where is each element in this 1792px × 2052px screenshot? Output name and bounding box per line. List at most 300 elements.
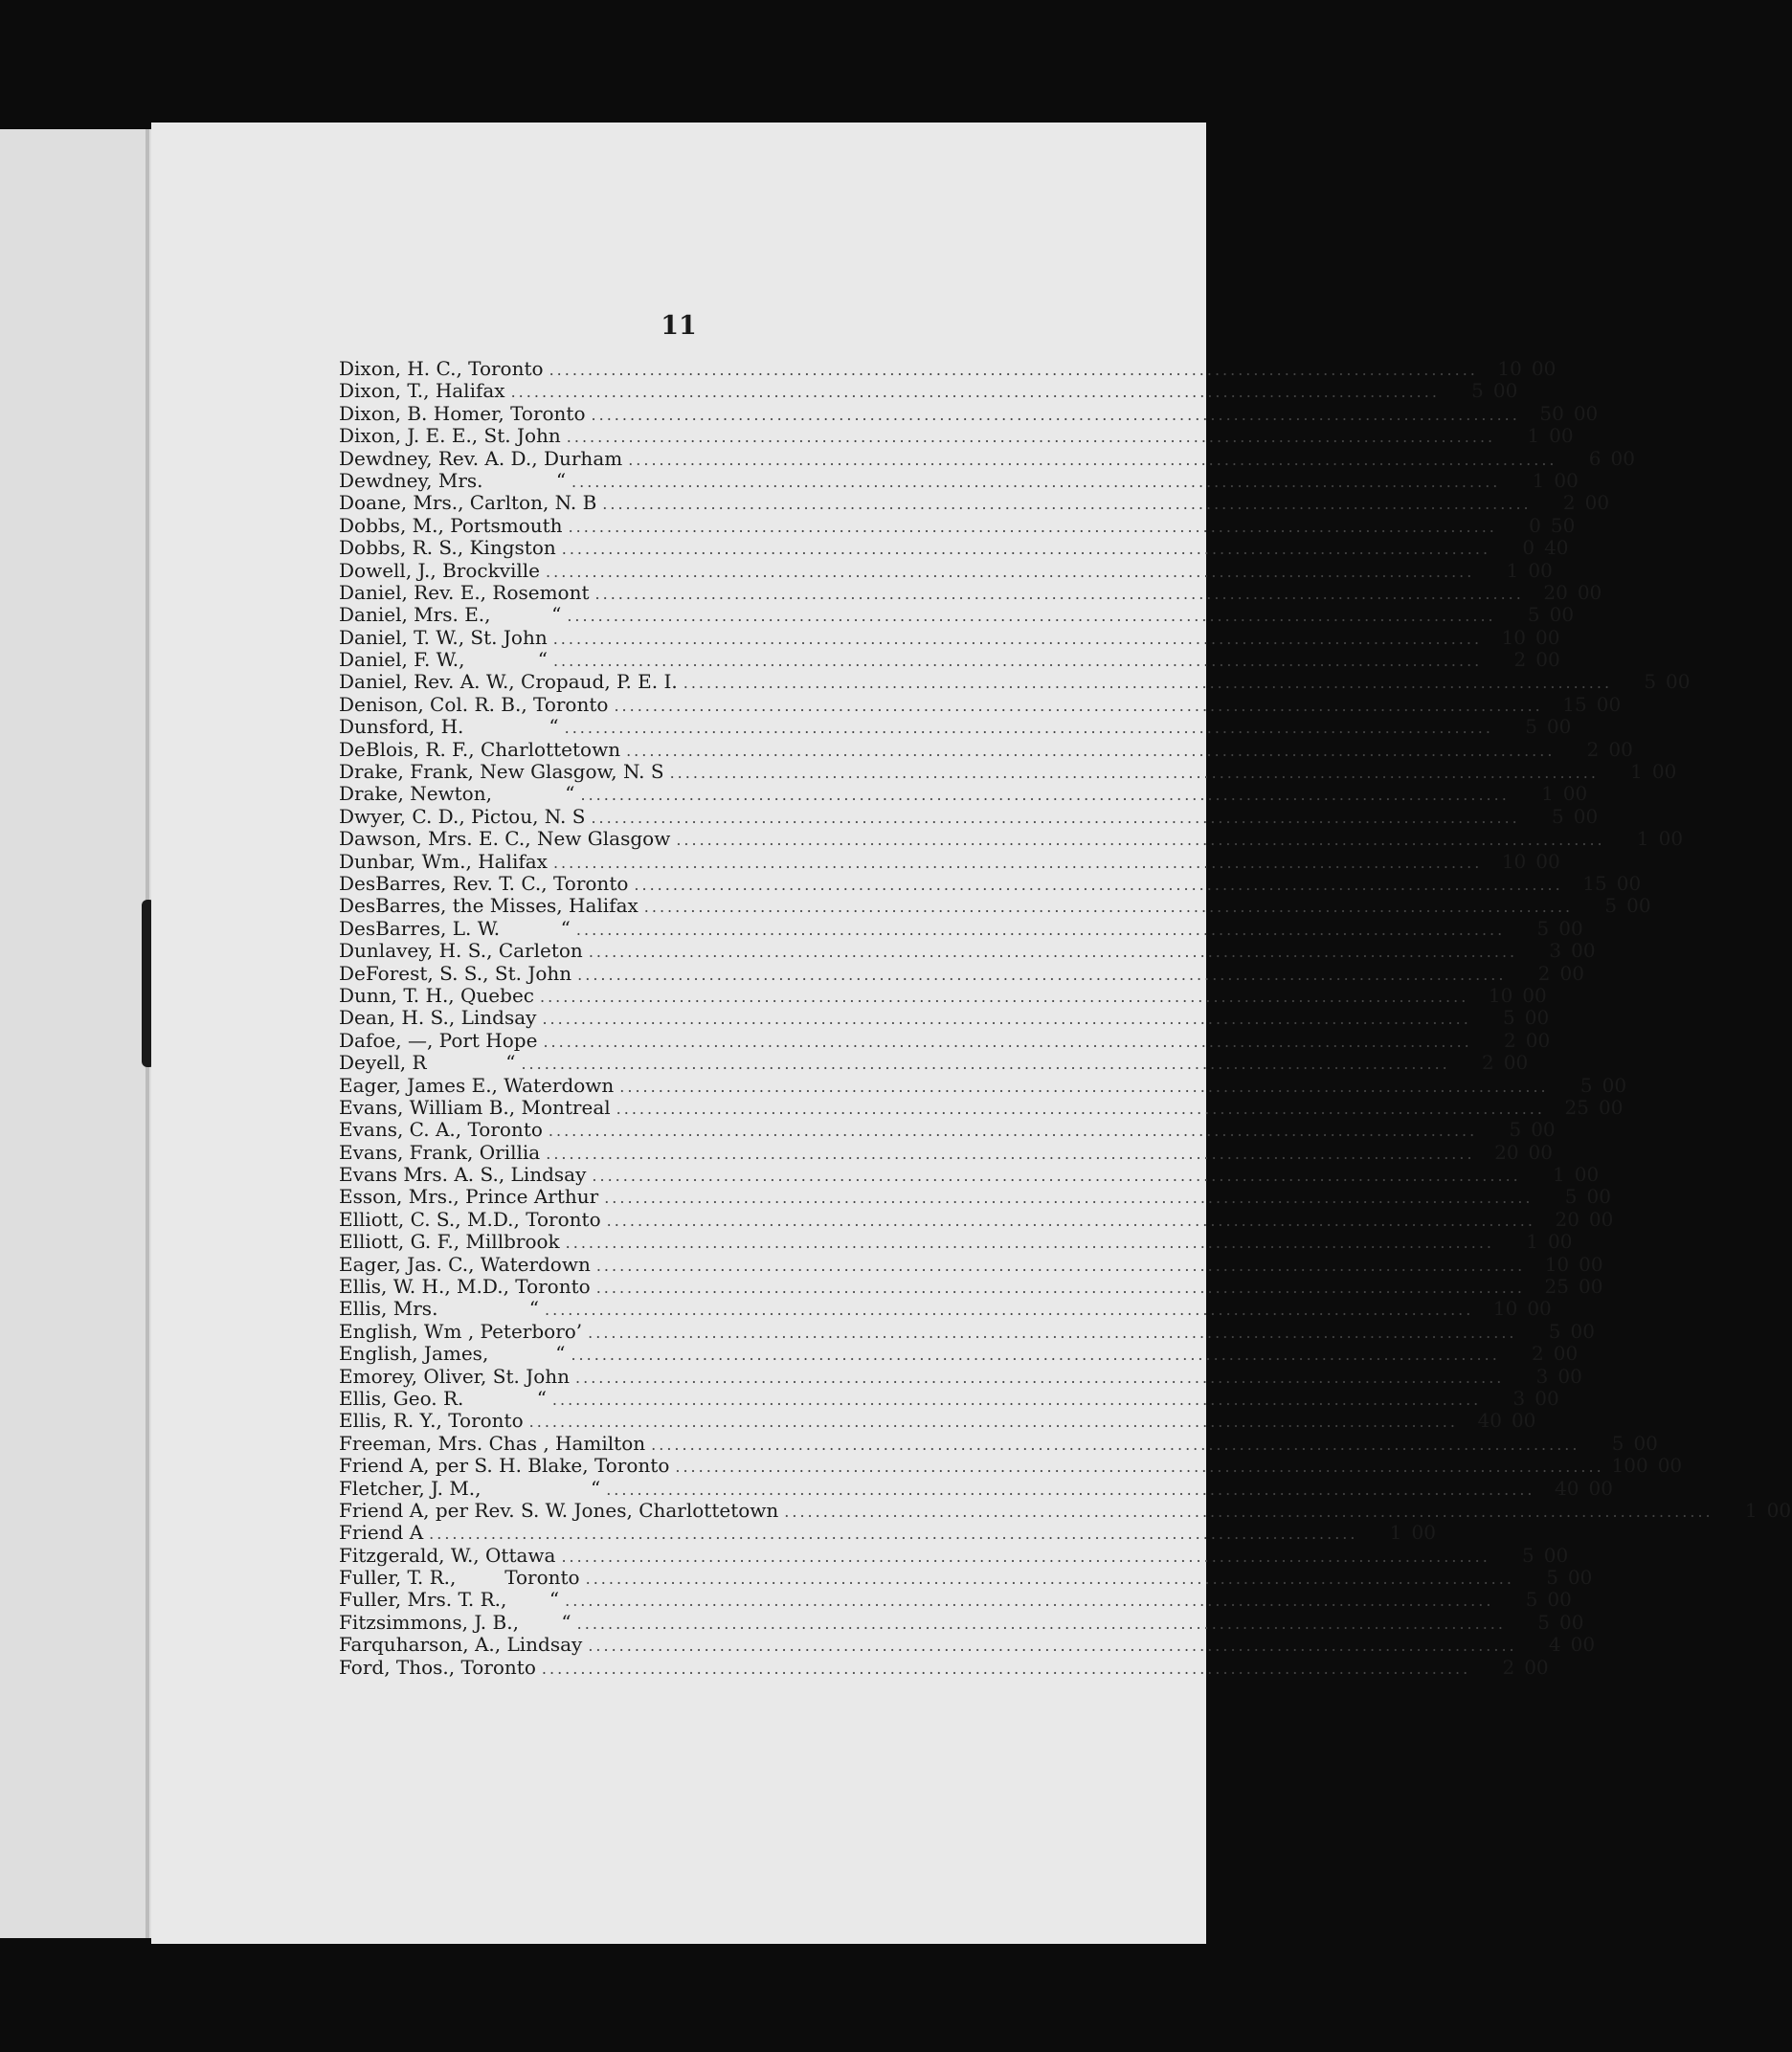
amount-cents: 00 bbox=[1579, 1252, 1603, 1276]
amount-cents: 00 bbox=[1492, 379, 1518, 403]
amount bbox=[1526, 403, 1599, 425]
amount-cents: 00 bbox=[1588, 1207, 1614, 1231]
amount bbox=[1499, 1589, 1572, 1611]
list-item bbox=[339, 1386, 1559, 1410]
contributor-name: DeBlois, R. F., Charlottetown bbox=[339, 737, 621, 761]
list-item bbox=[339, 513, 1576, 537]
amount-dollars: 5 bbox=[1552, 804, 1564, 828]
contributor-name: Drake, Newton, “ bbox=[339, 782, 575, 806]
contributor-name: Freeman, Mrs. Chas , Hamilton bbox=[339, 1431, 646, 1455]
contributor-name: Evans Mrs. A. S., Lindsay bbox=[339, 1163, 587, 1187]
amount-dollars: 5 bbox=[1548, 1319, 1561, 1343]
list-item bbox=[339, 1140, 1553, 1164]
amount bbox=[1488, 649, 1560, 671]
dot-leader: ........................................................................................................................ bbox=[606, 1480, 1535, 1499]
amount-dollars: 15 bbox=[1562, 692, 1587, 716]
dot-leader: ........................................................................................................................ bbox=[521, 1055, 1450, 1074]
amount-cents: 00 bbox=[1554, 468, 1579, 492]
list-item bbox=[339, 939, 1596, 963]
list-item bbox=[339, 1275, 1603, 1299]
contributor-name: Daniel, Mrs. E., “ bbox=[339, 603, 562, 627]
contributor-name: Dean, H. S., Lindsay bbox=[339, 1006, 537, 1030]
amount-dollars: 20 bbox=[1494, 1140, 1519, 1164]
amount-dollars: 5 bbox=[1527, 603, 1540, 627]
amount-cents: 00 bbox=[1616, 871, 1642, 895]
amount-cents: 00 bbox=[1577, 580, 1602, 604]
dot-leader: ........................................................................................................................ bbox=[577, 965, 1507, 984]
amount-cents: 00 bbox=[1666, 670, 1691, 694]
subscription-list bbox=[339, 357, 1792, 1679]
amount-cents: 00 bbox=[1584, 491, 1610, 515]
list-item bbox=[339, 715, 1572, 739]
amount-dollars: 25 bbox=[1544, 1275, 1569, 1299]
contributor-name: Friend A bbox=[339, 1521, 424, 1545]
amount bbox=[1510, 1366, 1582, 1388]
amount bbox=[1549, 694, 1622, 716]
contributor-name: Dobbs, R. S., Kingston bbox=[339, 536, 556, 560]
amount-dollars: 5 bbox=[1536, 916, 1550, 940]
amount bbox=[1520, 1567, 1593, 1589]
dot-leader: ........................................................................................................................ bbox=[676, 831, 1605, 850]
amount bbox=[1618, 671, 1691, 693]
contributor-name: Dunbar, Wm., Halifax bbox=[339, 849, 548, 873]
page-number: 11 bbox=[661, 311, 697, 341]
amount bbox=[1480, 560, 1553, 582]
amount bbox=[1496, 1545, 1569, 1567]
contributor-name: Drake, Frank, New Glasgow, N. S bbox=[339, 760, 664, 784]
dot-leader: ........................................................................................................................ bbox=[552, 629, 1483, 648]
amount-dollars: 5 bbox=[1579, 1073, 1593, 1097]
amount-dollars: 2 bbox=[1537, 961, 1551, 985]
dot-leader: ........................................................................................................................ bbox=[588, 943, 1518, 962]
amount-cents: 00 bbox=[1657, 1454, 1683, 1478]
amount bbox=[1611, 828, 1684, 850]
contributor-name: Ford, Thos., Toronto bbox=[339, 1655, 536, 1679]
contributor-name: Esson, Mrs., Prince Arthur bbox=[339, 1185, 599, 1209]
amount-cents: 00 bbox=[1503, 1051, 1529, 1075]
amount bbox=[1555, 1075, 1627, 1097]
amount-cents: 00 bbox=[1598, 1095, 1624, 1119]
list-item bbox=[339, 1610, 1584, 1634]
list-item bbox=[339, 1454, 1683, 1478]
amount-dollars: 10 bbox=[1501, 849, 1527, 873]
list-item bbox=[339, 1163, 1600, 1187]
dot-leader: ........................................................................................................................ bbox=[576, 1614, 1506, 1633]
dot-leader: ........................................................................................................................ bbox=[528, 1413, 1458, 1432]
list-item bbox=[339, 1207, 1614, 1231]
amount-cents: 00 bbox=[1528, 558, 1553, 582]
amount bbox=[1456, 1052, 1529, 1074]
amount-cents: 00 bbox=[1558, 1610, 1584, 1634]
list-item bbox=[339, 1364, 1582, 1388]
dot-leader: ........................................................................................................................ bbox=[564, 719, 1493, 738]
contributor-name: Dowell, J., Brockville bbox=[339, 558, 541, 582]
contributor-name: Daniel, T. W., St. John bbox=[339, 625, 548, 649]
amount bbox=[1499, 716, 1572, 738]
amount-dollars: 100 bbox=[1611, 1454, 1648, 1478]
amount bbox=[1506, 1343, 1579, 1365]
contributor-name: Elliott, C. S., M.D., Toronto bbox=[339, 1207, 601, 1231]
amount-dollars: 10 bbox=[1501, 625, 1527, 649]
list-item bbox=[339, 1051, 1529, 1075]
dot-leader: ........................................................................................................................ bbox=[566, 428, 1496, 447]
dot-leader: ........................................................................................................................ bbox=[546, 562, 1475, 581]
contributor-name: Denison, Col. R. B., Toronto bbox=[339, 692, 609, 716]
amount bbox=[1515, 783, 1588, 805]
amount bbox=[1523, 1634, 1596, 1656]
amount bbox=[1512, 963, 1584, 985]
contributor-name: Elliott, G. F., Millbrook bbox=[339, 1230, 560, 1254]
amount-dollars: 2 bbox=[1504, 1028, 1516, 1052]
amount-dollars: 5 bbox=[1471, 379, 1484, 403]
amount-cents: 00 bbox=[1547, 1230, 1573, 1254]
amount-dollars: 1 bbox=[1541, 782, 1554, 806]
list-item bbox=[339, 782, 1588, 806]
dot-leader: ........................................................................................................................ bbox=[575, 1368, 1505, 1387]
list-item bbox=[339, 1566, 1593, 1590]
amount bbox=[1523, 940, 1596, 962]
contributor-name: Daniel, F. W., “ bbox=[339, 648, 548, 672]
amount-dollars: 1 bbox=[1389, 1521, 1402, 1545]
dot-leader: ........................................................................................................................ bbox=[784, 1502, 1714, 1521]
contributor-name: English, Wm , Peterboro’ bbox=[339, 1319, 583, 1343]
list-item bbox=[339, 648, 1560, 672]
amount-cents: 00 bbox=[1658, 827, 1684, 851]
amount-cents: 40 bbox=[1544, 536, 1569, 560]
contributor-name: Dewdney, Rev. A. D., Durham bbox=[339, 446, 623, 470]
amount-cents: 00 bbox=[1570, 1319, 1595, 1343]
list-item bbox=[339, 1431, 1658, 1455]
amount-dollars: 2 bbox=[1502, 1655, 1515, 1679]
amount-dollars: 3 bbox=[1535, 1364, 1549, 1388]
dot-leader: ........................................................................................................................ bbox=[568, 517, 1497, 536]
list-item bbox=[339, 1095, 1624, 1119]
amount bbox=[1445, 380, 1518, 402]
contributor-name: Eager, Jas. C., Waterdown bbox=[339, 1252, 591, 1276]
amount-dollars: 2 bbox=[1586, 737, 1600, 761]
amount-dollars: 2 bbox=[1513, 648, 1527, 672]
dot-leader: ........................................................................................................................ bbox=[548, 1122, 1478, 1141]
amount-dollars: 40 bbox=[1477, 1409, 1502, 1433]
amount-dollars: 1 bbox=[1526, 1230, 1538, 1254]
amount-dollars: 5 bbox=[1564, 1185, 1578, 1209]
amount-cents: 00 bbox=[1531, 1118, 1556, 1142]
amount-dollars: 20 bbox=[1555, 1207, 1579, 1231]
amount-dollars: 5 bbox=[1503, 1006, 1515, 1030]
amount-cents: 00 bbox=[1651, 760, 1677, 784]
amount-dollars: 10 bbox=[1488, 983, 1513, 1007]
amount-dollars: 5 bbox=[1509, 1118, 1522, 1142]
amount-cents: 00 bbox=[1573, 804, 1599, 828]
dot-leader: ........................................................................................................................ bbox=[592, 1167, 1521, 1186]
dot-leader: ........................................................................................................................ bbox=[683, 674, 1613, 693]
dot-leader: ........................................................................................................................ bbox=[628, 450, 1557, 469]
amount-cents: 00 bbox=[1579, 1275, 1603, 1299]
amount bbox=[1579, 895, 1651, 917]
amount-dollars: 20 bbox=[1543, 580, 1568, 604]
amount-dollars: 40 bbox=[1555, 1476, 1579, 1500]
amount-dollars: 15 bbox=[1582, 871, 1607, 895]
dot-leader: ........................................................................................................................ bbox=[595, 1279, 1525, 1298]
amount-cents: 00 bbox=[1546, 715, 1572, 739]
dot-leader: ........................................................................................................................ bbox=[591, 405, 1520, 424]
amount-dollars: 5 bbox=[1525, 715, 1537, 739]
contributor-name: Dixon, J. E. E., St. John bbox=[339, 424, 561, 448]
dot-leader: ........................................................................................................................ bbox=[561, 540, 1491, 559]
amount bbox=[1464, 1410, 1536, 1432]
amount bbox=[1560, 739, 1633, 761]
amount-cents: 00 bbox=[1588, 1476, 1613, 1500]
dot-leader: ........................................................................................................................ bbox=[643, 898, 1574, 917]
amount bbox=[1487, 1388, 1559, 1410]
amount bbox=[1488, 627, 1560, 649]
dot-leader: ........................................................................................................................ bbox=[545, 1301, 1474, 1320]
amount bbox=[1502, 604, 1575, 626]
amount bbox=[1569, 873, 1642, 895]
contributor-name: Fuller, Mrs. T. R., “ bbox=[339, 1588, 560, 1612]
dot-leader: ........................................................................................................................ bbox=[675, 1458, 1604, 1477]
list-item bbox=[339, 1252, 1603, 1276]
contributor-name: Evans, Frank, Orillia bbox=[339, 1140, 541, 1164]
contributor-name: Friend A, per Rev. S. W. Jones, Charlottetown bbox=[339, 1498, 779, 1522]
amount bbox=[1530, 582, 1602, 604]
amount bbox=[1476, 1657, 1549, 1679]
list-item bbox=[339, 603, 1575, 627]
dot-leader: ........................................................................................................................ bbox=[541, 1659, 1471, 1678]
dot-leader: ........................................................................................................................ bbox=[571, 472, 1501, 491]
amount bbox=[1503, 515, 1576, 537]
amount-cents: 00 bbox=[1766, 1498, 1792, 1522]
amount-cents: 00 bbox=[1535, 625, 1560, 649]
amount-cents: 00 bbox=[1511, 1409, 1536, 1433]
amount-cents: 00 bbox=[1559, 961, 1584, 985]
amount-dollars: 10 bbox=[1544, 1252, 1570, 1276]
list-item bbox=[339, 580, 1602, 604]
list-item bbox=[339, 468, 1579, 492]
amount-cents: 00 bbox=[1574, 1163, 1600, 1187]
amount bbox=[1537, 492, 1610, 514]
contributor-name: Dawson, Mrs. E. C., New Glasgow bbox=[339, 827, 671, 851]
amount-dollars: 2 bbox=[1482, 1051, 1494, 1075]
list-item bbox=[339, 1588, 1572, 1612]
amount bbox=[1496, 537, 1569, 559]
amount bbox=[1539, 1186, 1612, 1208]
amount-dollars: 5 bbox=[1611, 1431, 1624, 1455]
dot-leader: ........................................................................................................................ bbox=[552, 652, 1483, 671]
amount-dollars: 2 bbox=[1532, 1342, 1544, 1366]
contributor-name: Ellis, Geo. R. “ bbox=[339, 1386, 547, 1410]
dot-leader: ........................................................................................................................ bbox=[539, 987, 1469, 1006]
amount-cents: 00 bbox=[1524, 1655, 1549, 1679]
amount-dollars: 10 bbox=[1492, 1297, 1518, 1321]
amount-cents: 00 bbox=[1602, 1073, 1627, 1097]
list-item bbox=[339, 446, 1635, 470]
dot-leader: ........................................................................................................................ bbox=[588, 1637, 1517, 1656]
amount-cents: 00 bbox=[1553, 1342, 1579, 1366]
amount bbox=[1511, 918, 1583, 940]
dot-leader: ........................................................................................................................ bbox=[510, 383, 1440, 402]
amount-dollars: 5 bbox=[1522, 1543, 1534, 1567]
contributor-name: Dunn, T. H., Quebec bbox=[339, 983, 534, 1007]
amount-cents: 00 bbox=[1525, 1028, 1551, 1052]
document-page bbox=[151, 123, 1792, 1944]
amount-dollars: 5 bbox=[1537, 1610, 1550, 1634]
list-item bbox=[339, 1185, 1611, 1209]
list-item bbox=[339, 1118, 1556, 1142]
amount-cents: 00 bbox=[1567, 1566, 1593, 1590]
amount-dollars: 1 bbox=[1553, 1163, 1565, 1187]
amount-dollars: 5 bbox=[1546, 1566, 1558, 1590]
amount bbox=[1479, 1298, 1552, 1320]
contributor-name: Fuller, T. R., Toronto bbox=[339, 1566, 580, 1590]
contributor-name: Dixon, B. Homer, Toronto bbox=[339, 401, 586, 425]
contributor-name: Eager, James E., Waterdown bbox=[339, 1073, 615, 1097]
amount-dollars: 5 bbox=[1525, 1588, 1538, 1612]
list-item bbox=[339, 401, 1599, 425]
contributor-name: Dobbs, M., Portsmouth bbox=[339, 513, 563, 537]
amount-cents: 00 bbox=[1558, 916, 1583, 940]
contributor-name: Fletcher, J. M., “ bbox=[339, 1476, 601, 1500]
list-item bbox=[339, 536, 1569, 560]
contributor-name: Dunlavey, H. S., Carleton bbox=[339, 939, 583, 963]
list-item bbox=[339, 1342, 1579, 1366]
amount-cents: 00 bbox=[1596, 692, 1622, 716]
dot-leader: ........................................................................................................................ bbox=[604, 1189, 1534, 1208]
amount-dollars: 50 bbox=[1539, 401, 1564, 425]
dot-leader: ........................................................................................................................ bbox=[552, 853, 1483, 872]
amount-cents: 00 bbox=[1557, 1364, 1582, 1388]
amount bbox=[1604, 761, 1677, 783]
dot-leader: ........................................................................................................................ bbox=[561, 1547, 1490, 1566]
contributor-name: English, James, “ bbox=[339, 1342, 566, 1366]
contributor-name: Friend A, per S. H. Blake, Toronto bbox=[339, 1454, 670, 1478]
contributor-name: Daniel, Rev. E., Rosemont bbox=[339, 580, 590, 604]
list-item bbox=[339, 491, 1610, 515]
amount-cents: 00 bbox=[1522, 983, 1547, 1007]
dot-leader: ........................................................................................................................ bbox=[594, 584, 1524, 603]
amount-cents: 00 bbox=[1549, 603, 1575, 627]
list-item bbox=[339, 670, 1691, 694]
amount-cents: 00 bbox=[1633, 1431, 1658, 1455]
list-item bbox=[339, 1297, 1552, 1321]
list-item bbox=[339, 1028, 1551, 1052]
dot-leader: ........................................................................................................................ bbox=[580, 786, 1510, 805]
dot-leader: ........................................................................................................................ bbox=[551, 1390, 1482, 1409]
dot-leader: ........................................................................................................................ bbox=[588, 1323, 1517, 1342]
amount bbox=[1477, 1007, 1550, 1029]
list-item bbox=[339, 827, 1684, 851]
amount-cents: 00 bbox=[1527, 1297, 1552, 1321]
amount-dollars: 2 bbox=[1562, 491, 1576, 515]
list-item bbox=[339, 1543, 1569, 1567]
amount-dollars: 0 bbox=[1522, 536, 1535, 560]
contributor-name: Dixon, H. C., Toronto bbox=[339, 357, 544, 380]
list-item bbox=[339, 1655, 1549, 1679]
amount bbox=[1512, 1612, 1584, 1634]
contributor-name: Dunsford, H. “ bbox=[339, 715, 559, 739]
contributor-name: Fitzsimmons, J. B., “ bbox=[339, 1610, 571, 1634]
list-item bbox=[339, 894, 1651, 918]
facing-page-left bbox=[0, 129, 153, 1938]
amount-cents: 00 bbox=[1562, 782, 1588, 806]
dot-leader: ........................................................................................................................ bbox=[619, 1077, 1549, 1096]
dot-leader: ........................................................................................................................ bbox=[669, 764, 1599, 783]
dot-leader: ........................................................................................................................ bbox=[571, 1346, 1500, 1365]
list-item bbox=[339, 1006, 1550, 1030]
amount-cents: 00 bbox=[1411, 1521, 1436, 1545]
list-item bbox=[339, 1319, 1595, 1343]
amount-cents: 00 bbox=[1626, 894, 1651, 918]
contributor-name: Evans, C. A., Toronto bbox=[339, 1118, 543, 1142]
contributor-name: Ellis, W. H., M.D., Toronto bbox=[339, 1275, 591, 1299]
amount bbox=[1481, 1142, 1554, 1164]
amount-dollars: 1 bbox=[1636, 827, 1649, 851]
amount-dollars: 1 bbox=[1532, 468, 1545, 492]
list-item bbox=[339, 357, 1557, 380]
list-item bbox=[339, 871, 1642, 895]
amount-cents: 00 bbox=[1608, 737, 1633, 761]
amount bbox=[1531, 1254, 1603, 1276]
contributor-name: Fitzgerald, W., Ottawa bbox=[339, 1543, 556, 1567]
amount-dollars: 25 bbox=[1564, 1095, 1589, 1119]
list-item bbox=[339, 424, 1574, 448]
amount-dollars: 1 bbox=[1506, 558, 1519, 582]
contributor-name: DeForest, S. S., St. John bbox=[339, 961, 572, 985]
amount bbox=[1610, 1455, 1683, 1477]
list-item bbox=[339, 1073, 1627, 1097]
amount-cents: 00 bbox=[1547, 1588, 1572, 1612]
dot-leader: ........................................................................................................................ bbox=[543, 1032, 1472, 1051]
list-item bbox=[339, 804, 1599, 828]
contributor-name: Ellis, Mrs. “ bbox=[339, 1297, 540, 1321]
amount-cents: 00 bbox=[1534, 1386, 1559, 1410]
amount-cents: 00 bbox=[1549, 424, 1574, 448]
amount-cents: 00 bbox=[1531, 357, 1557, 380]
contributor-name: Daniel, Rev. A. W., Cropaud, P. E. I. bbox=[339, 670, 678, 694]
amount bbox=[1526, 806, 1599, 828]
list-item bbox=[339, 1230, 1573, 1254]
amount bbox=[1541, 1209, 1614, 1231]
dot-leader: ........................................................................................................................ bbox=[651, 1435, 1580, 1454]
contributor-name: Evans, William B., Montreal bbox=[339, 1095, 611, 1119]
dot-leader: ........................................................................................................................ bbox=[546, 1144, 1475, 1163]
contributor-name: Dixon, T., Halifax bbox=[339, 379, 505, 403]
contributor-name: Doane, Mrs., Carlton, N. B bbox=[339, 491, 597, 515]
amount-dollars: 10 bbox=[1497, 357, 1522, 380]
amount bbox=[1484, 358, 1557, 380]
dot-leader: ........................................................................................................................ bbox=[626, 741, 1556, 760]
contributor-name: DesBarres, L. W. “ bbox=[339, 916, 571, 940]
dot-leader: ........................................................................................................................ bbox=[634, 875, 1563, 894]
amount-dollars: 3 bbox=[1549, 939, 1562, 963]
amount-cents: 00 bbox=[1610, 446, 1635, 470]
amount-dollars: 5 bbox=[1644, 670, 1657, 694]
amount-cents: 00 bbox=[1586, 1185, 1611, 1209]
contributor-name: Farquharson, A., Lindsay bbox=[339, 1633, 583, 1657]
amount bbox=[1500, 1231, 1573, 1253]
dot-leader: ........................................................................................................................ bbox=[616, 1099, 1545, 1118]
amount-cents: 00 bbox=[1524, 1006, 1550, 1030]
list-item bbox=[339, 983, 1547, 1007]
amount-cents: 00 bbox=[1543, 1543, 1569, 1567]
amount bbox=[1483, 1119, 1556, 1141]
amount bbox=[1478, 1030, 1551, 1052]
amount bbox=[1474, 985, 1547, 1007]
list-item bbox=[339, 625, 1560, 649]
amount-cents: 00 bbox=[1573, 401, 1599, 425]
amount-dollars: 5 bbox=[1604, 894, 1618, 918]
amount bbox=[1527, 1164, 1600, 1186]
